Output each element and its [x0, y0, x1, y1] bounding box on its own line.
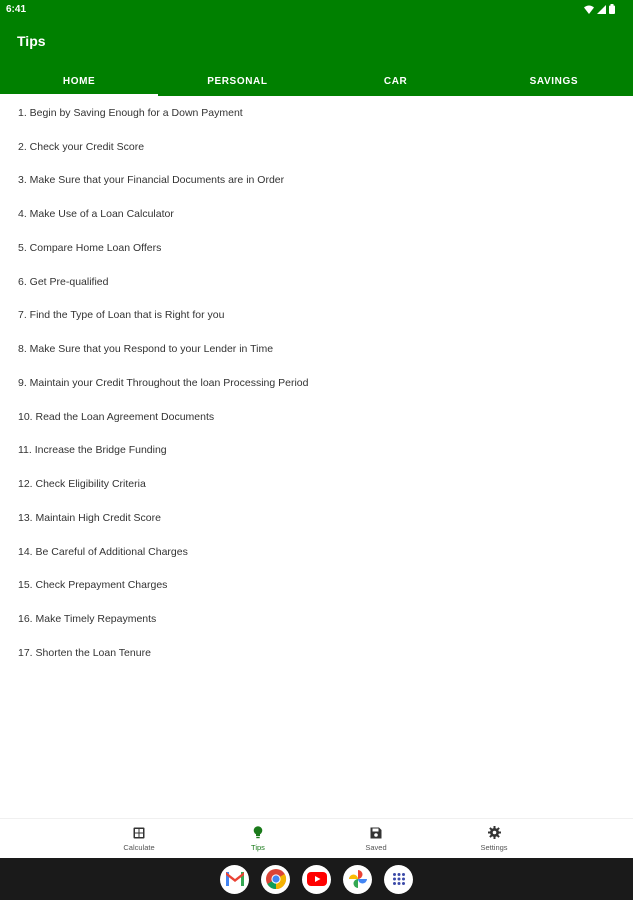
nav-label: Calculate	[123, 842, 155, 852]
nav-saved[interactable]	[336, 819, 416, 859]
tip-item[interactable]: 1. Begin by Saving Enough for a Down Payment	[18, 106, 243, 119]
youtube-icon[interactable]	[302, 865, 331, 894]
tip-item[interactable]: 5. Compare Home Loan Offers	[18, 241, 162, 254]
tips-list	[0, 96, 633, 670]
status-time: 6:41	[6, 4, 27, 15]
chrome-icon[interactable]	[261, 865, 290, 894]
tip-item[interactable]: 14. Be Careful of Additional Charges	[18, 545, 188, 558]
wifi-icon	[584, 5, 594, 14]
nav-tips[interactable]	[218, 819, 298, 859]
tip-item[interactable]: 13. Maintain High Credit Score	[18, 511, 161, 524]
gear-icon	[488, 826, 501, 839]
tip-item[interactable]: 16. Make Timely Repayments	[18, 613, 157, 626]
tab-personal[interactable]: PERSONAL	[207, 75, 268, 87]
tab-home[interactable]: HOME	[0, 66, 158, 96]
photos-icon[interactable]	[343, 865, 372, 894]
status-bar	[0, 0, 633, 20]
signal-icon	[597, 5, 606, 14]
tip-item[interactable]: 17. Shorten the Loan Tenure	[18, 646, 151, 659]
nav-label: Tips	[251, 843, 265, 852]
lightbulb-icon	[253, 826, 263, 839]
tip-item[interactable]: 10. Read the Loan Agreement Documents	[18, 410, 215, 423]
tip-item[interactable]: 2. Check your Credit Score	[18, 140, 145, 153]
tip-item[interactable]: 15. Check Prepayment Charges	[18, 579, 168, 592]
tip-item[interactable]: 3. Make Sure that your Financial Documents are in Order	[18, 174, 285, 187]
nav-label: Saved	[365, 842, 387, 852]
status-icons	[584, 4, 615, 14]
system-taskbar	[0, 858, 633, 900]
nav-settings[interactable]	[454, 819, 534, 859]
nav-calculate[interactable]	[99, 819, 179, 859]
tip-item[interactable]: 12. Check Eligibility Criteria	[18, 478, 146, 491]
page-title: Tips	[17, 33, 46, 49]
tab-bar	[0, 66, 633, 96]
tip-item[interactable]: 11. Increase the Bridge Funding	[18, 444, 167, 457]
calculator-icon	[133, 827, 145, 839]
tip-item[interactable]: 9. Maintain your Credit Throughout the loan Processing Period	[18, 376, 309, 389]
tip-item[interactable]: 6. Get Pre-qualified	[18, 275, 109, 288]
tip-item[interactable]: 8. Make Sure that you Respond to your Lender in Time	[18, 343, 274, 356]
bottom-navigation	[0, 818, 633, 858]
gmail-icon[interactable]	[220, 865, 249, 894]
tip-item[interactable]: 7. Find the Type of Loan that is Right for you	[18, 309, 225, 322]
tab-savings[interactable]: SAVINGS	[529, 75, 579, 87]
save-icon	[370, 827, 382, 839]
app-drawer-icon[interactable]	[384, 865, 413, 894]
tab-car[interactable]: CAR	[383, 75, 408, 87]
tip-item[interactable]: 4. Make Use of a Loan Calculator	[18, 208, 174, 221]
app-bar	[0, 0, 633, 96]
nav-label: Settings	[480, 843, 508, 852]
battery-icon	[609, 4, 615, 14]
